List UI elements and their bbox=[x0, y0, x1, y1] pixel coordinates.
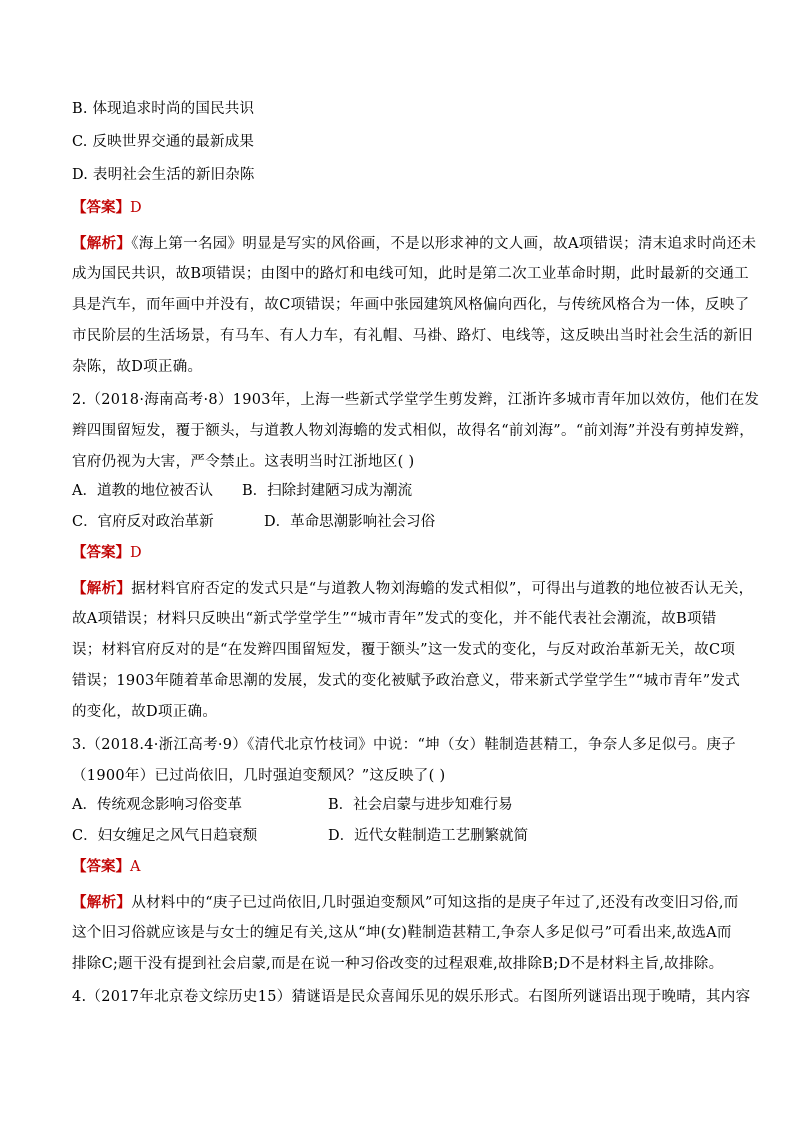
answer-tag: 【答案】 bbox=[72, 544, 130, 561]
q2-analysis bbox=[72, 573, 754, 728]
q2-option-b: B．扫除封建陋习成为潮流 bbox=[242, 483, 413, 499]
stem-line: 4.（2017年北京卷文综历史15）猜谜语是民众喜闻乐见的娱乐形式。右图所列谜语出现于晚晴，其内容 bbox=[72, 989, 751, 1005]
analysis-tag: 【解析】 bbox=[72, 580, 132, 597]
q1-option-d: D. 表明社会生活的新旧杂陈 bbox=[72, 167, 255, 183]
analysis-line: 杂陈，故D项正确。 bbox=[72, 359, 203, 375]
analysis-line: 的变化，故D项正确。 bbox=[72, 704, 218, 720]
q3-analysis bbox=[72, 887, 739, 980]
q2-option-d: D．革命思潮影响社会习俗 bbox=[264, 514, 436, 530]
stem-line: （1900年）已过尚依旧，几时强迫变颓风？”这反映了( ) bbox=[72, 768, 446, 784]
q2-option-a: A．道教的地位被否认 bbox=[72, 483, 213, 499]
stem-line: 辫四围留短发，覆于额头，与道教人物刘海蟾的发式相似，故得名“前刘海”。“前刘海”并没有剪掉发辫， bbox=[72, 423, 755, 439]
analysis-line: 具是汽车，而年画中并没有，故C项错误；年画中张园建筑风格偏向西化，与传统风格合为一体，反映了 bbox=[72, 297, 750, 313]
q3-answer bbox=[72, 856, 722, 878]
stem-line: 官府仍视为大害，严令禁止。这表明当时江浙地区( ) bbox=[72, 454, 415, 470]
document-page bbox=[72, 98, 760, 1015]
q1-option-b: B. 体现追求时尚的国民共识 bbox=[72, 101, 255, 117]
answer-value: D bbox=[130, 545, 142, 561]
q3-option-c: C．妇女缠足之风气日趋衰颓 bbox=[72, 828, 258, 844]
answer-tag: 【答案】 bbox=[72, 199, 130, 216]
analysis-line: 排除C;题干没有提到社会启蒙,而是在说一种习俗改变的过程艰难,故排除B;D不是材料主旨,故排除。 bbox=[72, 956, 724, 972]
q3-option-a: A．传统观念影响习俗变革 bbox=[72, 797, 242, 813]
q3-options-row-1 bbox=[72, 794, 722, 816]
analysis-line: 成为国民共识，故B项错误；由图中的路灯和电线可知，此时是第二次工业革命时期，此时最新的交通工 bbox=[72, 266, 749, 282]
stem-line: 2.（2018·海南高考·8）1903年，上海一些新式学堂学生剪发辫，江浙许多城市青年加以效仿，他们在发 bbox=[72, 392, 760, 408]
q2-option-c: C．官府反对政治革新 bbox=[72, 514, 214, 530]
analysis-line: 【解析】从材料中的“庚子已过尚依旧,几时强迫变颓风”可知这指的是庚子年过了,还没有改变旧习俗,而 bbox=[72, 894, 739, 911]
q2-options-row-1 bbox=[72, 480, 722, 502]
analysis-line: 错误；1903年随着革命思潮的发展，发式的变化被赋予政治意义，带来新式学堂学生”“城市青年”发式 bbox=[72, 673, 741, 689]
analysis-tag: 【解析】 bbox=[72, 235, 132, 252]
answer-tag: 【答案】 bbox=[72, 858, 130, 875]
q4-stem bbox=[72, 982, 751, 1013]
q3-stem bbox=[72, 730, 736, 792]
analysis-line: 这个旧习俗就应该是与女士的缠足有关,这从“坤(女)鞋制造甚精工,争奈人多足似弓”可看出来,故选A而 bbox=[72, 925, 732, 941]
stem-line: 3.（2018.4·浙江高考·9）《清代北京竹枝词》中说：“坤（女）鞋制造甚精工，争奈人多足似弓。庚子 bbox=[72, 737, 736, 753]
analysis-line: 故A项错误；材料只反映出“新式学堂学生”“城市青年”发式的变化，并不能代表社会潮流，故B项错 bbox=[72, 611, 717, 627]
q2-stem bbox=[72, 385, 760, 478]
analysis-line: 【解析】据材料官府否定的发式只是“与道教人物刘海蟾的发式相似”，可得出与道教的地位被否认无关， bbox=[72, 580, 754, 597]
q3-options-row-2 bbox=[72, 825, 722, 847]
answer-value: D bbox=[130, 200, 142, 216]
analysis-line: 市民阶层的生活场景，有马车、有人力车，有礼帽、马褂、路灯、电线等，这反映出当时社会生活的新旧 bbox=[72, 328, 753, 344]
analysis-line: 误；材料官府反对的是“在发辫四围留短发，覆于额头”这一发式的变化，与反对政治革新无关，故C项 bbox=[72, 642, 736, 658]
answer-value: A bbox=[130, 859, 141, 875]
q2-answer bbox=[72, 542, 722, 564]
q1-analysis bbox=[72, 228, 757, 383]
q3-option-b: B．社会启蒙与进步知难行易 bbox=[328, 797, 513, 813]
q1-answer bbox=[72, 197, 722, 219]
q2-options-row-2 bbox=[72, 511, 722, 533]
analysis-line: 【解析】《海上第一名园》明显是写实的风俗画，不是以形求神的文人画，故A项错误；清末追求时尚还未 bbox=[72, 235, 757, 252]
q3-option-d: D．近代女鞋制造工艺删繁就简 bbox=[328, 828, 529, 844]
q1-option-c: C. 反映世界交通的最新成果 bbox=[72, 134, 255, 150]
analysis-tag: 【解析】 bbox=[72, 894, 132, 911]
